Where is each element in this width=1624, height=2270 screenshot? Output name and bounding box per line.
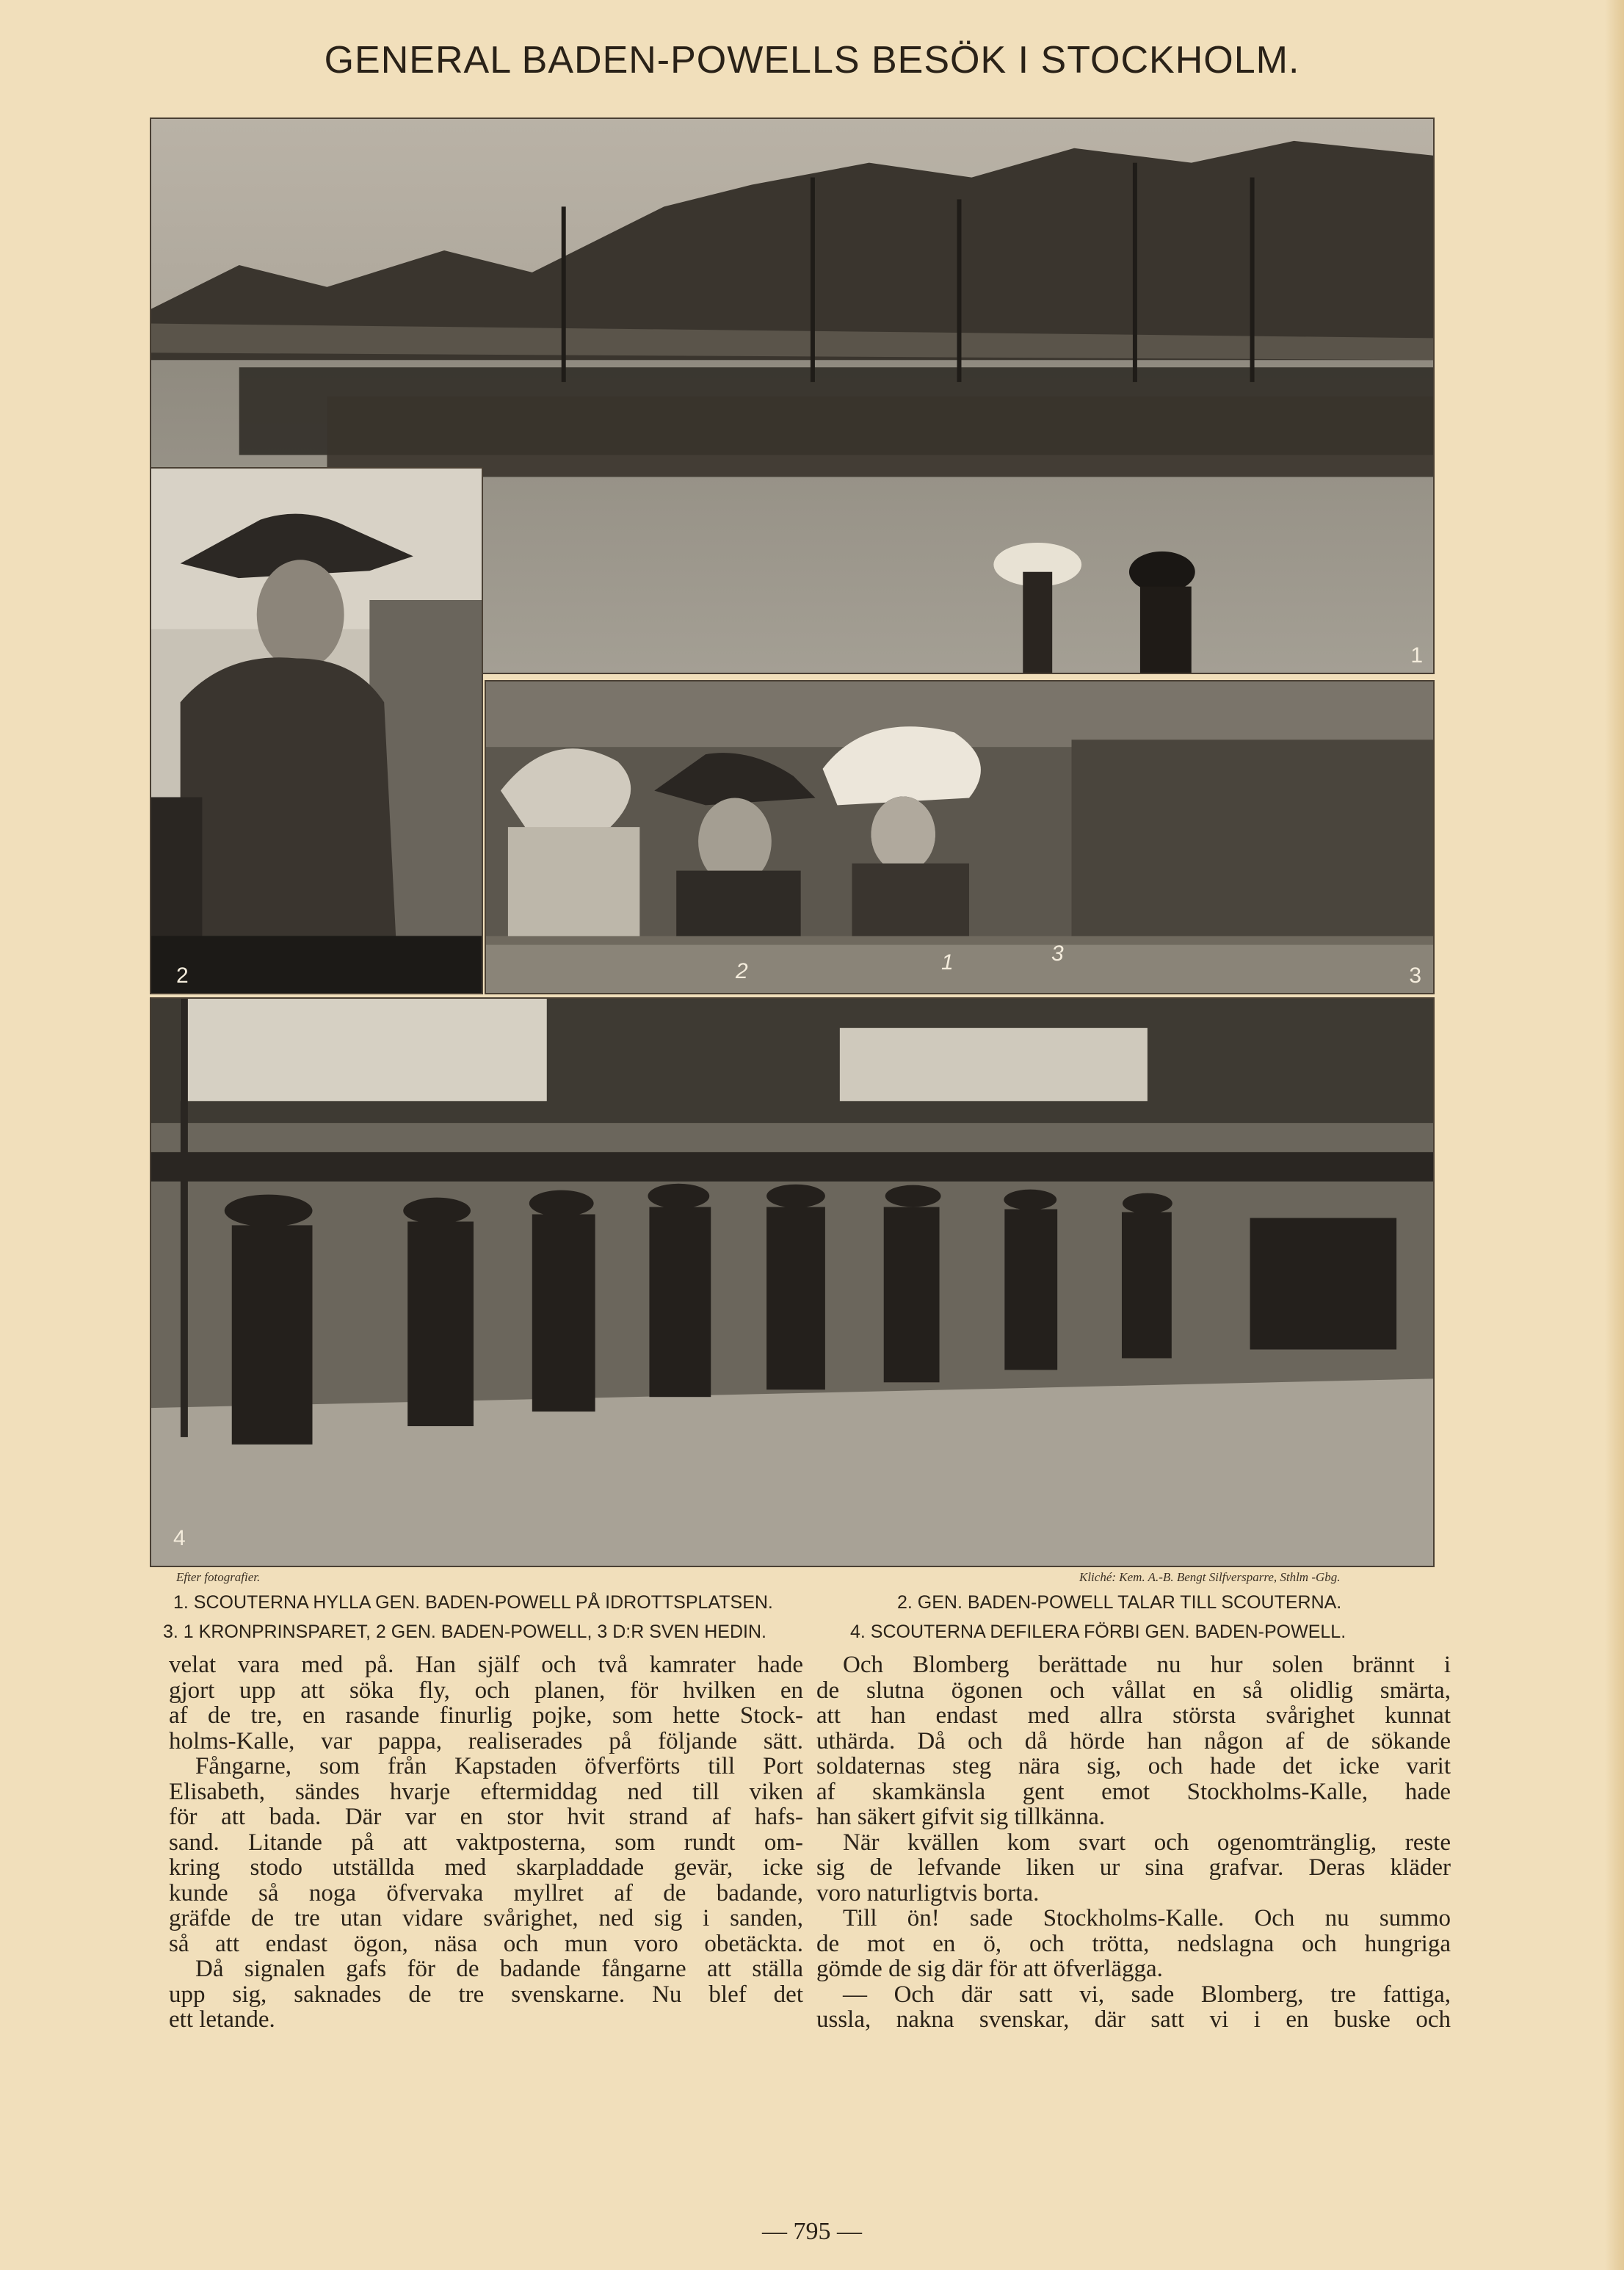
text-line: — Och där satt vi, sade Blomberg, tre fattiga,: [843, 1981, 1451, 2008]
text-line: så att endast ögon, näsa och mun voro obetäckta.: [169, 1930, 803, 1957]
photo-number: 1: [1410, 643, 1423, 668]
text-line: ussla, nakna svenskar, där satt vi i en buske och: [816, 2006, 1451, 2033]
text-line: uthärda. Då och då hörde han någon af de sökande: [816, 1727, 1451, 1754]
page-headline: GENERAL BADEN-POWELLS BESÖK I STOCKHOLM.: [324, 39, 1300, 82]
photo-crown-prince-couple: [485, 680, 1435, 994]
caption-line-1-right: 2. GEN. BADEN-POWELL TALAR TILL SCOUTERNA.: [897, 1592, 1342, 1613]
text-line: holms-Kalle, var pappa, realiserades på följande sätt.: [169, 1727, 803, 1754]
text-line: kunde så noga öfvervaka myllret af de badande,: [169, 1879, 803, 1906]
text-line: de mot en ö, och trötta, nedslagna och hungriga: [816, 1930, 1451, 1957]
text-line: Fångarne, som från Kapstaden öfverförts till Port: [195, 1753, 803, 1779]
text-line: När kvällen kom svart och ogenomtränglig, reste: [843, 1829, 1451, 1856]
text-column-left: [169, 1652, 803, 2033]
text-line: af de tre, en rasande finurlig pojke, som hette Stock-: [169, 1702, 803, 1729]
text-line: gräfde de tre utan vidare svårighet, ned sig i sanden,: [169, 1905, 803, 1931]
text-line: sig de lefvande liken ur sina grafvar. Deras kläder: [816, 1854, 1451, 1881]
text-line: Och Blomberg berättade nu hur solen brännt i: [843, 1652, 1451, 1678]
text-line: velat vara med på. Han själf och två kamrater hade: [169, 1652, 803, 1678]
page-edge: [1605, 0, 1624, 2270]
photo-number: 4: [173, 1526, 186, 1550]
text-column-right: [816, 1652, 1451, 2033]
photo-credit-right: Kliché: Kem. A.-B. Bengt Silfversparre, Sthlm -Gbg.: [1079, 1570, 1341, 1584]
caption-line-2-left: 3. 1 KRONPRINSPARET, 2 GEN. BADEN-POWELL, 3 D:R SVEN HEDIN.: [163, 1622, 766, 1642]
text-line: Elisabeth, sändes hvarje eftermiddag ned till viken: [169, 1778, 803, 1805]
photo-credit-left: Efter fotografier.: [176, 1570, 261, 1584]
text-line: att han endast med allra största svårighet kunnat: [816, 1702, 1451, 1729]
text-line: Då signalen gafs för de badande fångarne att ställa: [195, 1956, 803, 1982]
person-mark: 3: [1051, 941, 1064, 966]
text-line: gömde de sig där för att öfverlägga.: [816, 1956, 1163, 1982]
text-line: han säkert gifvit sig tillkänna.: [816, 1804, 1106, 1830]
person-mark: 2: [736, 959, 748, 983]
text-line: voro naturligtvis borta.: [816, 1879, 1040, 1906]
text-line: ett letande.: [169, 2006, 275, 2033]
text-line: sand. Litande på att vaktposterna, som rundt om-: [169, 1829, 803, 1856]
photo-baden-powell-speaking: [150, 467, 483, 994]
text-line: Till ön! sade Stockholms-Kalle. Och nu summo: [843, 1905, 1451, 1931]
text-line: af skamkänsla gent emot Stockholms-Kalle, hade: [816, 1778, 1451, 1805]
photo-scouts-marching: [150, 997, 1435, 1567]
text-line: gjort upp att söka fly, och planen, för hvilken en: [169, 1677, 803, 1704]
text-line: upp sig, saknades de tre svenskarne. Nu blef det: [169, 1981, 803, 2008]
photo-number: 3: [1409, 964, 1421, 988]
photo-number: 2: [176, 964, 189, 988]
text-line: soldaternas steg nära sig, och hade det icke varit: [816, 1753, 1451, 1779]
caption-line-2-right: 4. SCOUTERNA DEFILERA FÖRBI GEN. BADEN-POWELL.: [850, 1622, 1346, 1642]
text-line: för att bada. Där var en stor hvit strand af hafs-: [169, 1804, 803, 1830]
person-mark: 1: [941, 950, 954, 975]
text-line: kring stodo utställda med skarpladdade gevär, icke: [169, 1854, 803, 1881]
page-number: — 795 —: [762, 2218, 862, 2245]
text-line: de slutna ögonen och vållat en så olidlig smärta,: [816, 1677, 1451, 1704]
caption-line-1-left: 1. SCOUTERNA HYLLA GEN. BADEN-POWELL PÅ IDROTTSPLATSEN.: [173, 1592, 773, 1613]
